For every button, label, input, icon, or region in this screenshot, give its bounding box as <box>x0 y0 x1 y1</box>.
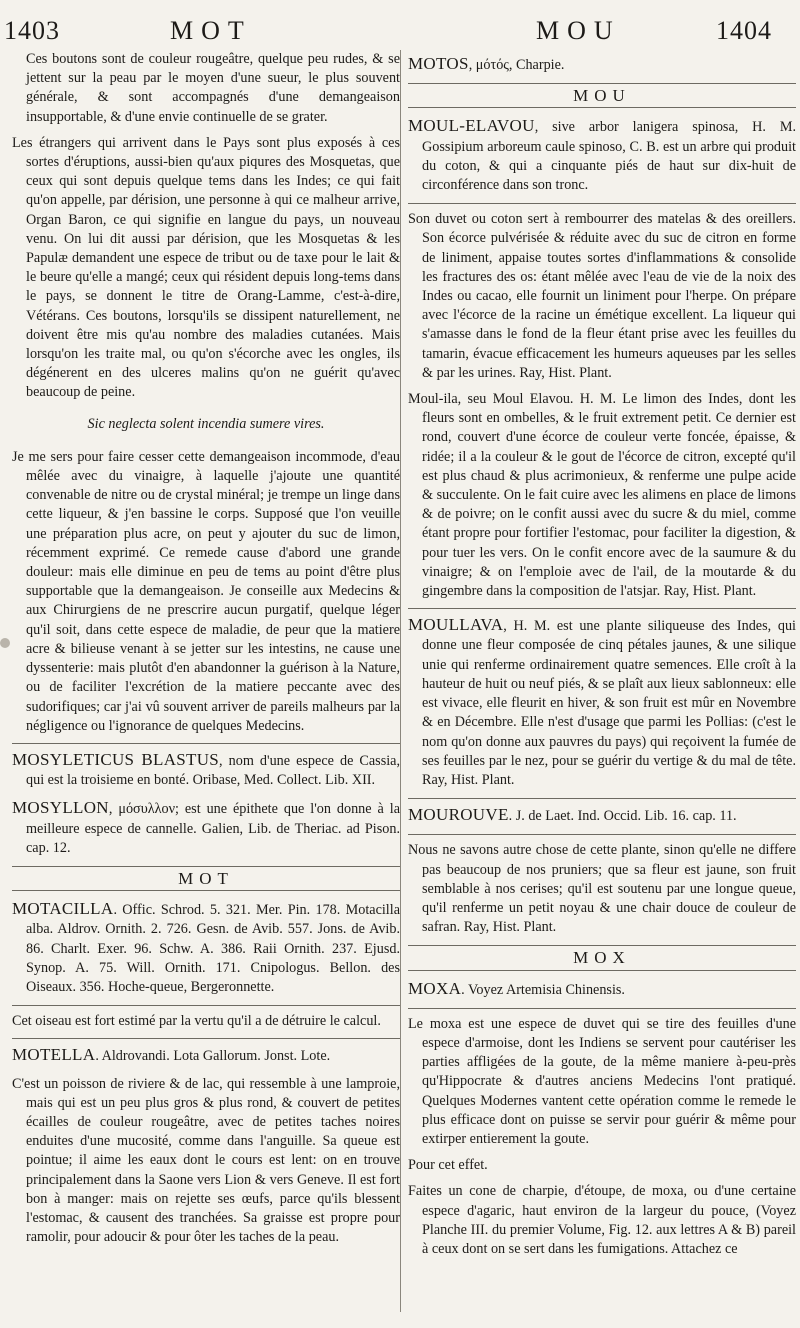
paragraph: Les étrangers qui arrivent dans le Pays sont plus exposés à ces sortes d'éruptions, aussi-bien qu'aux piqures des Mosquetas, que ceux qui sont depuis quelque tems dans les Indes; ce qui fait qu'on appelle, par dérision, une personne à qui ce malheur arrive, Organ Baron, ce qui signifie en langue du pays, un nouveau venu. On lui dit aussi par dérision, que les Mosquetas & les Papulæ demandent une espece de tribut ou de taxe pour le lait & le beure qu'elle a mangé; ceux qui résident depuis long-tems dans le pays, se donnent le titre de Orang-Lamme, c'est-à-dire, Vétérans. Ces boutons, lorsqu'ils se dissipent naturellement, ne doivent être mis qu'au nombre des maladies cutanées. Mais lorsqu'on les traite mal, ou qu'on s'écorche avec les ongles, ils dégénerent en des ulceres malins qu'on ne guérit qu'avec beaucoup de peine. <box>12 134 400 401</box>
headword: MOSYLLON <box>12 798 109 818</box>
entry-text: . Voyez Artemisia Chinensis. <box>461 981 625 998</box>
entry-text: , H. M. est une plante siliqueuse des Indes, qui donne une fleur composée de cinq pétales jaunes, & une silique unie qui renferme ordinairement quatre semences. Elle croît à la hauteur de huit ou neuf piés, & se plaît aux lieux sablonneux: elle est vivace, elle fleurit en hiver, & son fruit est mûr en Novembre & en Décembre. Elle n'est d'usage que parmi les Pollias: (c'est le nom qu'on donne aux pauvres du pays) qui reçoivent la fumée de ses feuilles par le nez, pour se guérir du vertige & du mal de tête. Ray, Hist. Plant. <box>422 618 796 788</box>
entry-text: , μότός, Charpie. <box>468 57 565 73</box>
headword: MOTOS <box>408 54 469 73</box>
latin-quote: Sic neglecta solent incendia sumere vires. <box>87 415 325 432</box>
left-catchword: MOT <box>170 16 252 45</box>
paragraph: Moul-ila, seu Moul Elavou. H. M. Le limon des Indes, dont les fleurs sont en ombelles, & le fruit extrement petit. Ce dernier est rond, couvert d'une écorce de couleur verte foncée, épaisse, & ridée; il a la couleur & le gout de l'écorce de citron, excepté qu'il est plus chaud & plus acrimonieux, & renferme une pulpe acide & succulente. On le fait cuire avec les alimens en place de limons & de poivre; on le confit aussi avec du sucre & du miel, comme étant propre pour fortifier l'estomac, pour faciliter la digestion, & pour tuer les vers. On le confit encore avec de la saumure & du vinaigre; & on l'emploie avec de l'ail, de la moutarde & du gingembre dans la composition de l'atsjar. Ray, Hist. Plant. <box>408 391 796 600</box>
entry-text: . Aldrovandi. Lota Gallorum. Jonst. Lote. <box>95 1048 331 1065</box>
right-column <box>408 50 796 1318</box>
entry-moullava <box>408 615 796 790</box>
paragraph: C'est un poisson de riviere & de lac, qui ressemble à une lamproie, mais qui est un peu plus gros & plus rond, & couvert de petites écailles de couleur rougeâtre, avec de petites taches noires enduites d'une mucosité, comme dans l'anguille. Sa queue est pointue; il aime les eaux dont le cours est lent: on en trouve principalement dans la Saone vers Lion & vers Geneve. Il est fort bon à manger: mais on rejette ses œufs, parce qu'ils blessent l'estomac, & causent des tranchées. Sa graisse est propre pour ramolir, pour adoucir & pour ôter les taches de la peau. <box>12 1075 400 1246</box>
entry-text: , nom d'une espece de Cassia, qui est la troisieme en bonté. Oribase, Med. Collect. Lib. XII. <box>26 752 400 789</box>
headword: MOTACILLA <box>12 899 114 919</box>
headword: MOUL-ELAVOU <box>408 116 535 136</box>
headword: MOXA <box>408 978 462 998</box>
section-heading: MOT <box>12 866 400 891</box>
paragraph: Je me sers pour faire cesser cette demangeaison incommode, d'eau mêlée avec du vinaigre, à laquelle j'ajoute une quantité convenable de nitre ou de crystal minéral; je trempe un linge dans cette liqueur, & j'en bassine le corps. Supposé que l'on veuille une préparation plus acre, on peut y ajouter du suc de limon, récemment exprimé. Ce remede cause d'abord une grande douleur: mais elle diminue en peu de tems au point d'être plus supportable que la demangeaison. Je conseille aux Medecins & aux Chirurgiens de ne prescrire aucun purgatif, quelque léger qu'il soit, dans cette espece de maladie, de peur que la matiere acre & bilieuse venant à se jetter sur les intestins, ne cause une dyssenterie: mais plutôt d'en abandonner la guérison à la Nature, ou de faciliter l'excrétion de la matiere peccante avec des sudorifiques; car j'ai vû souvent arriver de pareils malheurs par la négligence ou l'ignorance de quelques Medecins. <box>12 448 400 734</box>
right-catchword: MOU <box>536 16 621 45</box>
paragraph: Son duvet ou coton sert à rembourrer des matelas & des oreillers. Son écorce pulvérisée & réduite avec du suc de citron en forme de liniment, appaise toutes sortes d'inflammations & consolide les fractures des os: étant mêlée avec l'eau de vie de la noix des Indes ou cacao, elle fournit un liniment pour l'herpe. On prépare avec l'écorce de la racine un émétique excellent. La liqueur qui s'amasse dans le fond de la fleur étant prise avec les feuilles du tamarin, évacue efficacement les humeurs aqueuses par les selles & par les urines. Ray, Hist. Plant. <box>408 211 796 381</box>
divider-rule <box>12 743 400 744</box>
headword: MOULLAVA <box>408 615 504 635</box>
headword: MOSYLETICUS BLASTUS <box>12 749 220 769</box>
entry-motacilla <box>12 899 400 997</box>
entry-text: . Offic. Schrod. 5. 321. Mer. Pin. 178. Motacilla alba. Aldrov. Ornith. 2. 726. Gesn. de Avib. 557. Jons. de Avib. 86. Charlt. Exer. 96. Schw. A. 386. Raii Ornith. 237. Ejusd. Synop. A. 75. Will. Ornith. 171. Cnipologus. Bellon. des Oiseaux. 356. Hoche-queue, Bergeronnette. <box>26 902 400 995</box>
paragraph: Nous ne savons autre chose de cette plante, sinon qu'elle ne differe pas beaucoup de nos pruniers; que sa fleur est jaune, son fruit semblable à nos cerises; qu'il est soutenu par une longue queue, qu'il renferme un petit noyau & une chair douce de couleur de safran. Ray, Hist. Plant. <box>408 842 796 936</box>
column-divider <box>400 50 401 1312</box>
entry-text: , μόσυλλον; est une épithete que l'on donne à la meilleure espece de cannelle. Galien, Lib. de Theriac. ad Pison. cap. 12. <box>26 801 400 856</box>
section-heading: MOU <box>408 83 796 108</box>
left-column <box>12 50 400 1318</box>
divider-rule <box>408 834 796 835</box>
divider-rule <box>408 203 796 204</box>
divider-rule <box>12 1038 400 1039</box>
entry-moxa <box>408 979 796 1000</box>
running-header <box>0 14 800 48</box>
divider-rule <box>408 608 796 609</box>
entry-moul-elavou <box>408 116 796 195</box>
entry-mosyllon <box>12 798 400 858</box>
paragraph: Faites un cone de charpie, d'étoupe, de moxa, ou d'une certaine espece d'agaric, haut environ de la largeur du pouce, (Voyez Planche III. du premier Volume, Fig. 12. aux lettres A & B) pareil à ceux dont on se sert dans les fumigations. Attachez ce <box>408 1183 796 1257</box>
ink-blot <box>0 638 10 648</box>
entry-text: . J. de Laet. Ind. Occid. Lib. 16. cap. 11. <box>508 808 737 825</box>
right-page-number: 1404 <box>716 16 772 45</box>
divider-rule <box>408 798 796 799</box>
entry-text: , sive arbor lanigera spinosa, H. M. Gossipium arboreum caule spinoso, C. B. est un arbre qui produit du coton, & qui a cinquante piés de haut sur dix-huit de circonférence dans son tronc. <box>422 119 796 194</box>
headword: MOUROUVE <box>408 805 509 825</box>
paragraph: Ces boutons sont de couleur rougeâtre, quelque peu rudes, & se jettent sur la peau par le moyen d'une sueur, le plus souvent générale, & sont accompagnés d'une demangeaison insupportable, & d'une envie continuelle de se grater. <box>26 51 400 125</box>
divider-rule <box>12 1005 400 1006</box>
divider-rule <box>408 1008 796 1009</box>
entry-motos <box>408 54 796 75</box>
paragraph: Le moxa est une espece de duvet qui se tire des feuilles d'une espece d'armoise, dont les Indiens se servent pour cautériser les parties affligées de la goute, de la même maniere à-peu-près qu'Hippocrate & d'autres anciens Medecins l'ont pratiqué. Quelques Modernes vantent cette opération comme le remede le plus efficace dont on puisse se servir pour guérir & même pour extirper entierement la goute. <box>408 1015 796 1147</box>
entry-mourouve <box>408 805 796 826</box>
entry-mosyleticus <box>12 750 400 790</box>
paragraph: Cet oiseau est fort estimé par la vertu qu'il a de détruire le calcul. <box>12 1013 381 1030</box>
left-page-number: 1403 <box>4 16 60 45</box>
entry-motella <box>12 1045 400 1066</box>
headword: MOTELLA <box>12 1045 96 1065</box>
paragraph: Pour cet effet. <box>408 1157 488 1174</box>
section-heading: MOX <box>408 945 796 970</box>
